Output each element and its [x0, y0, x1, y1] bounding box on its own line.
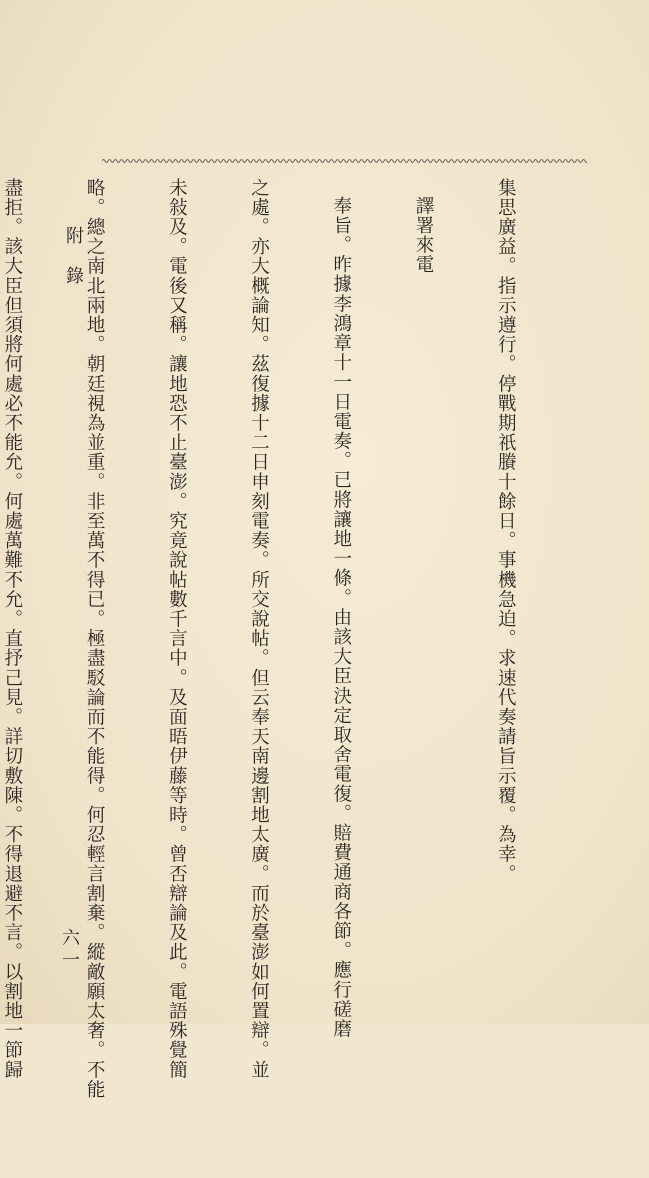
- top-wavy-rule: [102, 158, 587, 164]
- text-column-3: 奉旨。昨據李鴻章十一日電奏。已將讓地一條。由該大臣決定取舍電復。賠費通商各節。應行磋磨: [330, 196, 352, 1039]
- page-number: 六一: [59, 928, 80, 972]
- text-column-5: 未敍及。電後又稱。讓地恐不止臺澎。究竟說帖數千言中。及面晤伊藤等時。曾否辯論及此。電語殊覺簡: [166, 178, 188, 1080]
- margin-label: 附錄: [63, 226, 84, 306]
- text-column-6: 略。總之南北兩地。朝廷視為並重。非至萬不得已。極盡駁論而不能得。何忍輕言割棄。縱敵願太奢。不能: [84, 178, 106, 1100]
- text-column-7: 盡拒。該大臣但須將何處必不能允。何處萬難不允。直抒己見。詳切敷陳。不得退避不言。以割地一節歸: [1, 178, 23, 1080]
- text-column-1: 集思廣益。指示遵行。停戰期祇賸十餘日。事機急迫。求速代奏請旨示覆。為幸。: [495, 178, 517, 884]
- text-column-4: 之處。亦大概論知。茲復據十二日申刻電奏。所交說帖。但云奉天南邊割地太廣。而於臺澎如何置辯。並: [248, 178, 270, 1080]
- heading-yi-shu-lai-dian: 譯署來電: [412, 196, 434, 275]
